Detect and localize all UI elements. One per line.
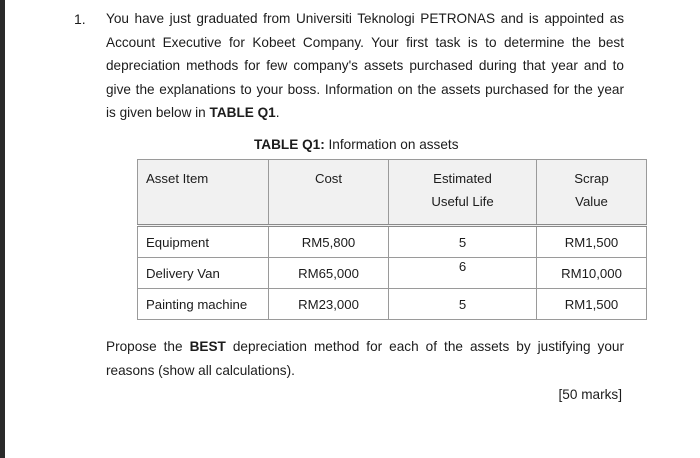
cell-asset-item: Painting machine — [138, 289, 269, 320]
header-scrap-line2: Value — [575, 194, 608, 209]
page-left-edge — [0, 0, 5, 458]
marks-label: [50 marks] — [558, 387, 622, 402]
header-useful-life-line2: Useful Life — [431, 194, 494, 209]
cell-scrap-value: RM10,000 — [537, 258, 647, 289]
cell-cost: RM65,000 — [269, 258, 389, 289]
task-instruction — [106, 335, 624, 383]
task-suffix: depreciation method for each of the assets by justifying your reasons (show all calculations). — [106, 339, 624, 378]
cell-useful-life-value: 6 — [458, 258, 467, 274]
cell-scrap-value: RM1,500 — [537, 289, 647, 320]
header-cost: Cost — [269, 160, 389, 226]
table-reference: TABLE Q1 — [209, 105, 276, 121]
table-row — [138, 226, 647, 258]
header-scrap-value — [537, 160, 647, 226]
question-number: 1. — [74, 11, 86, 27]
cell-asset-item: Delivery Van — [138, 258, 269, 289]
table-caption-text: Information on assets — [324, 137, 459, 152]
header-asset-item: Asset Item — [138, 160, 269, 226]
cell-useful-life — [389, 258, 537, 289]
table-row — [138, 289, 647, 320]
table-row — [138, 258, 647, 289]
intro-end: . — [275, 105, 280, 121]
cell-cost: RM23,000 — [269, 289, 389, 320]
task-prefix: Propose the — [106, 339, 190, 354]
intro-text: You have just graduated from Universiti Teknologi PETRONAS and is appointed as Account Executive for Kobeet Company. Your first task is to determine the best depreciation methods for few company's assets purchased during that year and to give the explanations to your boss. Information on the assets purchased for the year is given below in — [106, 11, 624, 121]
header-scrap-line1: Scrap — [574, 171, 609, 186]
assets-table — [137, 159, 647, 320]
header-useful-life — [389, 160, 537, 226]
cell-cost: RM5,800 — [269, 226, 389, 258]
question-intro — [106, 7, 624, 125]
table-caption — [254, 135, 459, 155]
header-useful-life-line1: Estimated — [433, 171, 492, 186]
cell-asset-item: Equipment — [138, 226, 269, 258]
cell-useful-life: 5 — [389, 226, 537, 258]
table-header-row — [138, 160, 647, 226]
task-emphasis: BEST — [189, 339, 226, 354]
cell-useful-life: 5 — [389, 289, 537, 320]
table-caption-label: TABLE Q1: — [254, 137, 325, 152]
cell-scrap-value: RM1,500 — [537, 226, 647, 258]
